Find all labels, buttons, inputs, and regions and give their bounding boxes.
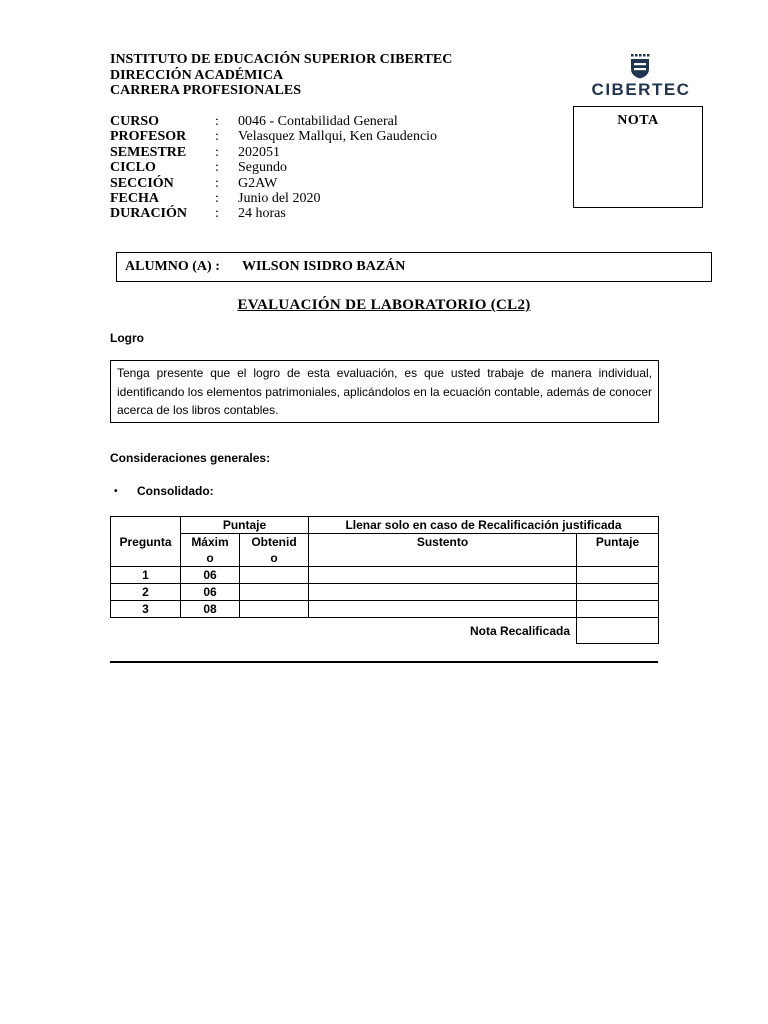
table-row [111, 601, 659, 618]
info-row-profesor [110, 129, 437, 144]
cibertec-shield-icon [629, 54, 651, 79]
table-row [111, 567, 659, 584]
info-key: SECCIÓN [110, 175, 174, 191]
cell-obtained[interactable] [240, 601, 309, 618]
grade-table [110, 516, 659, 644]
cell-question: 2 [111, 584, 181, 601]
info-colon: : [215, 206, 219, 222]
info-colon: : [215, 191, 219, 207]
nota-recalificada-cell[interactable] [577, 618, 659, 644]
info-value: 24 horas [238, 206, 286, 222]
institution-header [110, 52, 452, 99]
academic-direction: DIRECCIÓN ACADÉMICA [110, 67, 284, 83]
cell-sustento[interactable] [309, 567, 577, 584]
cell-max: 06 [181, 567, 240, 584]
cell-puntaje[interactable] [577, 584, 659, 601]
info-row-fecha [110, 191, 437, 206]
bullet-text: Consolidado: [137, 484, 214, 498]
info-key: CICLO [110, 160, 156, 176]
cell-max: 06 [181, 584, 240, 601]
header-maximo: Máxim o [181, 534, 240, 567]
info-colon: : [215, 160, 219, 176]
institution-name: INSTITUTO DE EDUCACIÓN SUPERIOR CIBERTEC [110, 52, 453, 67]
table-row [111, 584, 659, 601]
nota-recalificada-label: Nota Recalificada [469, 623, 570, 638]
header-puntaje-recalificado: Puntaje [577, 534, 659, 567]
career-line: CARRERA PROFESIONALES [110, 83, 301, 98]
info-value: Junio del 2020 [238, 191, 321, 207]
logro-heading: Logro [110, 331, 144, 345]
student-label: ALUMNO (A) : [125, 259, 220, 274]
info-row-ciclo [110, 160, 437, 175]
course-info [110, 114, 437, 222]
cell-max: 08 [181, 601, 240, 618]
table-subheader-row [111, 534, 659, 567]
horizontal-divider [110, 661, 658, 663]
table-header-row [111, 517, 659, 534]
nota-label: NOTA [617, 113, 659, 128]
info-value: G2AW [238, 175, 278, 191]
cell-puntaje[interactable] [577, 567, 659, 584]
info-colon: : [215, 129, 219, 145]
cell-question: 1 [111, 567, 181, 584]
header-obtenido: Obtenid o [240, 534, 309, 567]
nota-box[interactable] [573, 106, 703, 208]
info-key: FECHA [110, 191, 159, 207]
nota-recalificada-row [111, 618, 659, 644]
info-key: CURSO [110, 114, 160, 129]
info-key: DURACIÓN [110, 206, 187, 222]
info-colon: : [215, 144, 219, 160]
cell-obtained[interactable] [240, 567, 309, 584]
cell-question: 3 [111, 601, 181, 618]
header-pregunta: Pregunta [111, 517, 181, 567]
evaluation-title: EVALUACIÓN DE LABORATORIO (CL2) [237, 297, 531, 313]
header-puntaje: Puntaje [181, 517, 309, 534]
header-sustento: Sustento [309, 534, 577, 567]
student-name: WILSON ISIDRO BAZÁN [242, 259, 406, 274]
bullet-item [110, 484, 214, 498]
info-key: PROFESOR [110, 129, 187, 145]
cell-sustento[interactable] [309, 601, 577, 618]
logro-text-box: Tenga presente que el logro de esta evaluación, es que usted trabaje de manera individual, identificando los elementos patrimoniales, aplicándolos en la ecuación contable, además de conocer acerca de los libros contables. [110, 360, 659, 423]
header-recalificacion: Llenar solo en caso de Recalificación justificada [309, 517, 659, 534]
bullet-icon: • [114, 485, 118, 497]
info-value: 202051 [238, 144, 280, 160]
info-key: SEMESTRE [110, 144, 187, 160]
student-box [116, 252, 712, 282]
considerations-heading: Consideraciones generales: [110, 451, 271, 465]
cibertec-logo [588, 54, 694, 100]
cell-obtained[interactable] [240, 584, 309, 601]
logo-text: CIBERTEC [591, 80, 691, 99]
info-value: 0046 - Contabilidad General [238, 114, 398, 129]
info-colon: : [215, 175, 219, 191]
info-value: Segundo [238, 160, 287, 176]
cell-sustento[interactable] [309, 584, 577, 601]
info-row-duracion [110, 206, 437, 221]
info-row-seccion [110, 176, 437, 191]
cell-puntaje[interactable] [577, 601, 659, 618]
info-colon: : [215, 114, 219, 129]
info-value: Velasquez Mallqui, Ken Gaudencio [238, 129, 438, 145]
info-row-semestre [110, 145, 437, 160]
info-row-curso [110, 114, 437, 129]
